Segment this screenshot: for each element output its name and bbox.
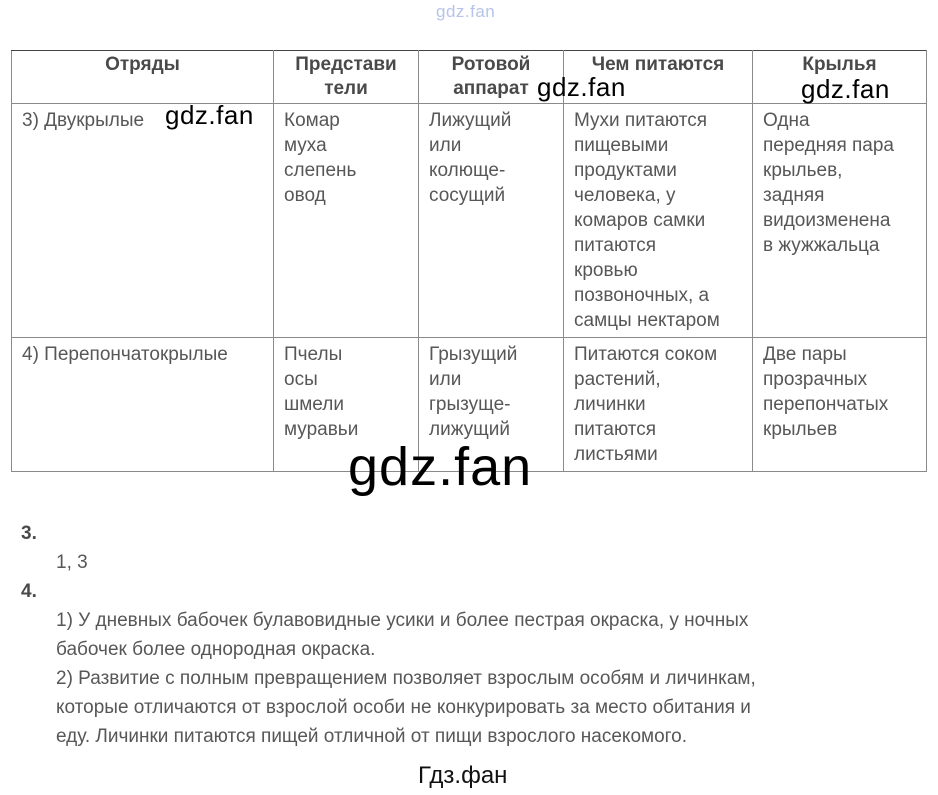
- cell-line: в жужжальца: [763, 235, 880, 256]
- header-wings: Крылья: [753, 51, 927, 104]
- cell-line: задняя: [763, 185, 825, 206]
- cell-line: питаются: [574, 419, 657, 440]
- cell-mouthparts: [419, 104, 564, 338]
- cell-line: перепончатых: [763, 394, 889, 415]
- header-food: Чем питаются: [564, 51, 753, 104]
- watermark-large: gdz.fan: [348, 437, 533, 497]
- cell-line: или: [429, 369, 462, 390]
- cell-line: шмели: [284, 394, 344, 415]
- cell-line: питаются: [574, 235, 657, 256]
- cell-wings: [753, 104, 927, 338]
- cell-line: сосущий: [429, 185, 506, 206]
- watermark-overlay: gdz.fan: [801, 74, 890, 104]
- cell-line: Питаются соком: [574, 344, 718, 365]
- cell-line: овод: [284, 185, 326, 206]
- cell-line: Грызущий: [429, 344, 518, 365]
- cell-order: 4) Перепончатокрылые: [12, 338, 274, 472]
- cell-line: растений,: [574, 369, 661, 390]
- table-header-row: [12, 51, 927, 104]
- cell-line: колюще-: [429, 160, 506, 181]
- cell-line: лижущий: [429, 419, 510, 440]
- cell-line: продуктами: [574, 160, 677, 181]
- table-row: [12, 104, 927, 338]
- answer-4-text: 1) У дневных бабочек булавовидные усики и более пестрая окраска, у ночных бабочек более однородная окраска. 2) Развитие с полным превращением позволяет взрослым особям и личинкам, которые отличаются от взрослой особи не конкурировать за место обитания и еду. Личинки питаются пищей отличной от пищи взрослого насекомого.: [56, 610, 756, 747]
- cell-line: Пчелы: [284, 344, 343, 365]
- watermark-top: gdz.fan: [436, 2, 496, 21]
- cell-line: личинки: [574, 394, 646, 415]
- cell-line: самцы нектаром: [574, 310, 720, 331]
- cell-line: прозрачных: [763, 369, 868, 390]
- cell-line: листьями: [574, 444, 658, 465]
- cell-line: кровью: [574, 260, 638, 281]
- cell-line: Мухи питаются: [574, 110, 707, 131]
- insect-orders-table: [11, 50, 927, 472]
- cell-representatives: [274, 104, 419, 338]
- cell-line: крыльев,: [763, 160, 843, 181]
- cell-line: крыльев: [763, 419, 838, 440]
- cell-line: Две пары: [763, 344, 847, 365]
- answer-3-text: 1, 3: [56, 552, 88, 573]
- watermark-bottom: Гдз.фан: [418, 762, 508, 789]
- watermark-overlay: gdz.fan: [537, 72, 626, 102]
- cell-line: позвоночных, а: [574, 285, 710, 306]
- cell-line: пищевыми: [574, 135, 669, 156]
- cell-line: грызуще-: [429, 394, 511, 415]
- cell-food: [564, 338, 753, 472]
- cell-line: слепень: [284, 160, 357, 181]
- header-representatives: Представи тели: [274, 51, 419, 104]
- cell-wings: [753, 338, 927, 472]
- cell-order: 3) Двукрылые: [12, 104, 274, 338]
- header-orders: Отряды: [12, 51, 274, 104]
- cell-line: осы: [284, 369, 318, 390]
- cell-line: Комар: [284, 110, 340, 131]
- cell-line: комаров самки: [574, 210, 706, 231]
- cell-line: Лижущий: [429, 110, 512, 131]
- cell-line: человека, у: [574, 185, 676, 206]
- cell-line: видоизменена: [763, 210, 891, 231]
- cell-line: Одна: [763, 110, 810, 131]
- cell-line: передняя пара: [763, 135, 894, 156]
- watermark-overlay: gdz.fan: [165, 100, 254, 130]
- cell-line: муравьи: [284, 419, 359, 440]
- answer-4-number: 4.: [21, 581, 37, 602]
- cell-food: [564, 104, 753, 338]
- cell-line: муха: [284, 135, 327, 156]
- answer-3-number: 3.: [21, 523, 37, 544]
- cell-line: или: [429, 135, 462, 156]
- header-mouthparts: Ротовой аппарат: [419, 51, 564, 104]
